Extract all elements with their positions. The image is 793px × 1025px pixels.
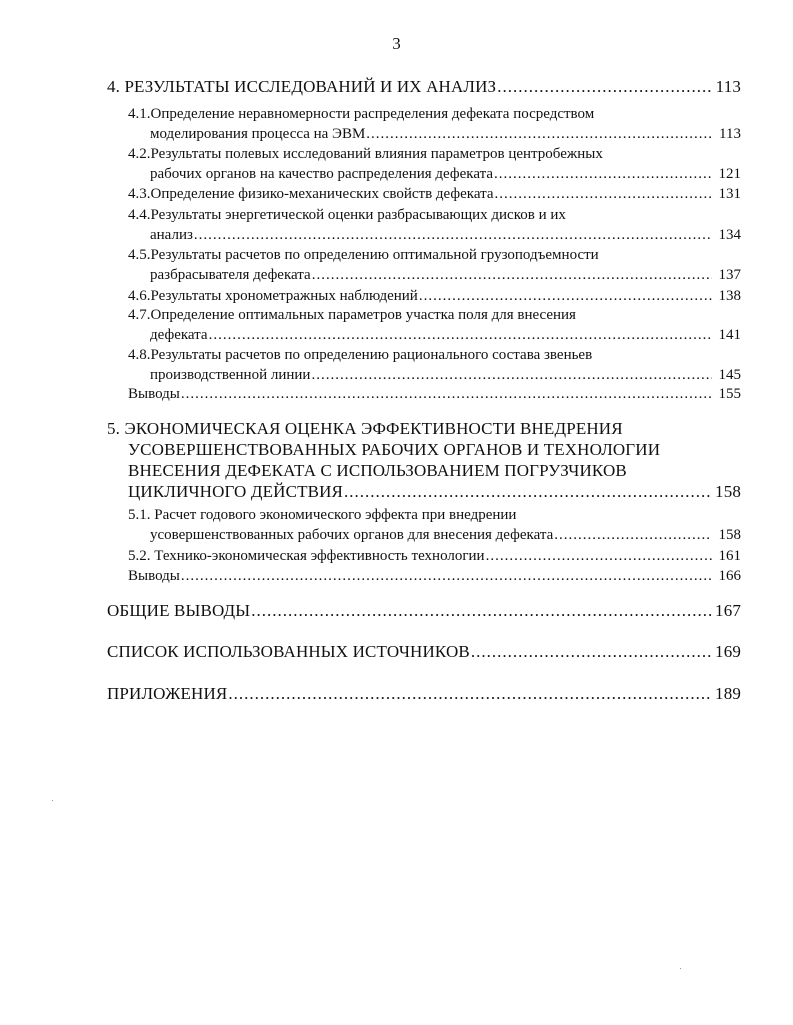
toc-page-number: 145 (718, 367, 741, 383)
toc-title: анализ (150, 227, 193, 243)
toc-page-number: 131 (718, 186, 741, 202)
toc-entry-s5-concl (0, 566, 793, 586)
scan-speck (52, 800, 53, 801)
toc-entry-s5-2 (0, 546, 793, 566)
toc-title: 4.4.Результаты энергетической оценки разбрасывающих дисков и их (128, 207, 566, 223)
toc-title: 5. ЭКОНОМИЧЕСКАЯ ОЦЕНКА ЭФФЕКТИВНОСТИ ВНЕДРЕНИЯ (107, 419, 623, 438)
toc-title: 4.2.Результаты полевых исследований влияния параметров центробежных (128, 146, 603, 162)
dot-leader (497, 76, 712, 97)
toc-title: 5.2. Технико-экономическая эффективность технологии (128, 548, 485, 564)
toc-title: разбрасывателя дефеката (150, 267, 311, 283)
toc-entry-s4-4 (0, 205, 793, 245)
toc-entry-general (0, 600, 793, 621)
dot-leader (419, 286, 712, 306)
dot-leader (181, 566, 712, 586)
toc-page-number: 113 (719, 126, 741, 142)
toc-title: ОБЩИЕ ВЫВОДЫ (107, 601, 251, 620)
dot-leader (486, 546, 712, 566)
toc-title: дефеката (150, 327, 208, 343)
toc-entry-s4-3 (0, 184, 793, 204)
dot-leader (554, 525, 712, 545)
toc-title: производственной линии (150, 367, 311, 383)
toc-title: Выводы (128, 386, 180, 402)
toc-entry-sources (0, 641, 793, 662)
scan-speck (680, 968, 681, 969)
toc-entry-s4-5 (0, 245, 793, 285)
toc-page-number: 141 (718, 327, 741, 343)
toc-page-number: 158 (715, 482, 741, 501)
toc-title: ВНЕСЕНИЯ ДЕФЕКАТА С ИСПОЛЬЗОВАНИЕМ ПОГРУЗЧИКОВ (128, 461, 627, 480)
dot-leader (181, 384, 712, 404)
toc-page-number: 155 (718, 386, 741, 402)
toc-title: Выводы (128, 568, 180, 584)
dot-leader (471, 641, 712, 662)
toc-page-number: 121 (718, 166, 741, 182)
toc-title: рабочих органов на качество распределения дефеката (150, 166, 493, 182)
toc-page-number: 169 (715, 642, 741, 661)
toc-title: 5.1. Расчет годового экономического эффекта при внедрении (128, 507, 517, 523)
toc-title: усовершенствованных рабочих органов для внесения дефеката (150, 527, 554, 543)
toc-title: ПРИЛОЖЕНИЯ (107, 684, 228, 703)
toc-page-number: 137 (718, 267, 741, 283)
toc-title: 4.5.Результаты расчетов по определению оптимальной грузоподъемности (128, 247, 599, 263)
dot-leader (251, 600, 712, 621)
toc-title: ЦИКЛИЧНОГО ДЕЙСТВИЯ (128, 482, 344, 501)
toc-page-number: 138 (718, 288, 741, 304)
dot-leader (344, 481, 712, 502)
toc-title: 4.8.Результаты расчетов по определению рационального состава звеньев (128, 347, 593, 363)
dot-leader (228, 683, 712, 704)
toc-page-number: 161 (718, 548, 741, 564)
dot-leader (312, 265, 712, 285)
toc-entry-s4-8 (0, 345, 793, 385)
dot-leader (194, 225, 712, 245)
toc-title: 4.6.Результаты хронометражных наблюдений (128, 288, 418, 304)
dot-leader (311, 365, 712, 385)
toc-title: моделирования процесса на ЭВМ (150, 126, 366, 142)
toc-entry-appendix (0, 683, 793, 704)
toc-page-number: 134 (718, 227, 741, 243)
toc-page-number: 158 (718, 527, 741, 543)
toc-entry-s4-7 (0, 305, 793, 345)
toc-title: 4.3.Определение физико-механических свойств дефеката (128, 186, 494, 202)
toc-title: 4. РЕЗУЛЬТАТЫ ИССЛЕДОВАНИЙ И ИХ АНАЛИЗ (107, 77, 497, 96)
toc-entry-ch5 (0, 418, 793, 502)
dot-leader (494, 164, 712, 184)
toc-entry-ch4 (0, 76, 793, 97)
toc-page-number: 189 (715, 684, 741, 703)
toc-entry-s5-1 (0, 505, 793, 545)
toc-title: СПИСОК ИСПОЛЬЗОВАННЫХ ИСТОЧНИКОВ (107, 642, 470, 661)
toc-page-number: 167 (715, 601, 741, 620)
toc-entry-s4-2 (0, 144, 793, 184)
dot-leader (209, 325, 712, 345)
toc-title: УСОВЕРШЕНСТВОВАННЫХ РАБОЧИХ ОРГАНОВ И ТЕХНОЛОГИИ (128, 440, 661, 459)
toc-page-number: 166 (718, 568, 741, 584)
dot-leader (366, 124, 712, 144)
dot-leader (495, 184, 713, 204)
page-number: 3 (392, 34, 401, 53)
toc-title: 4.1.Определение неравномерности распределения дефеката посредством (128, 106, 595, 122)
toc-page-number: 113 (715, 77, 741, 96)
toc-entry-s4-6 (0, 286, 793, 306)
toc-entry-s4-1 (0, 104, 793, 144)
toc-title: 4.7.Определение оптимальных параметров участка поля для внесения (128, 307, 576, 323)
toc-entry-s4-concl (0, 384, 793, 404)
